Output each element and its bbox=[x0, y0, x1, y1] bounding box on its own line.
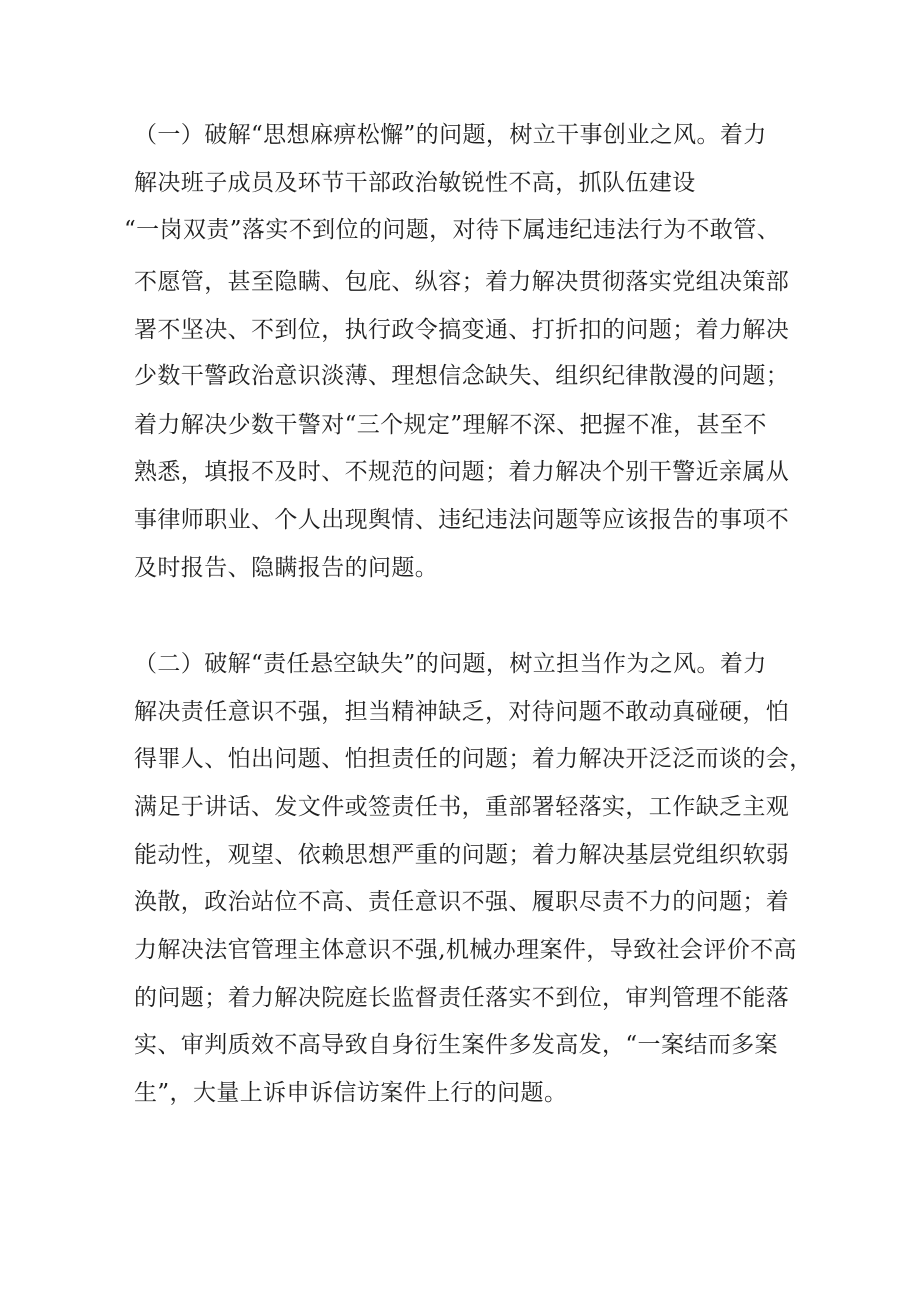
section-1-line-8: 熟悉，填报不及时、不规范的问题；着力解决个别干警近亲属从 bbox=[134, 459, 790, 485]
section-2-line-8: 的问题；着力解决院庭长监督责任落实不到位，审判管理不能落 bbox=[134, 985, 790, 1011]
section-2-line-10: 生”，大量上诉申诉信访案件上行的问题。 bbox=[134, 1080, 568, 1106]
section-1-line-5: 署不坚决、不到位，执行政令搞变通、打折扣的问题；着力解决 bbox=[134, 317, 790, 343]
section-1-line-4: 不愿管，甚至隐瞒、包庇、纵容；着力解决贯彻落实党组决策部 bbox=[134, 269, 790, 295]
section-1-line-2: 解决班子成员及环节干部政治敏锐性不高，抓队伍建设 bbox=[134, 170, 696, 196]
section-1-line-7: 着力解决少数干警对“三个规定”理解不深、把握不准，甚至不 bbox=[134, 412, 767, 438]
section-1-line-3: “一岗双责”落实不到位的问题，对待下属违纪违法行为不敢管、 bbox=[124, 217, 781, 243]
section-2-line-4: 满足于讲话、发文件或签责任书，重部署轻落实，工作缺乏主观 bbox=[134, 794, 790, 820]
section-2-line-5: 能动性，观望、依赖思想严重的问题；着力解决基层党组织软弱 bbox=[134, 842, 790, 868]
section-1-line-6: 少数干警政治意识淡薄、理想信念缺失、组织纪律散漫的问题； bbox=[134, 363, 790, 389]
section-2-line-3: 得罪人、怕出问题、怕担责任的问题；着力解决开泛泛而谈的会， bbox=[134, 746, 813, 772]
section-2-line-9: 实、审判质效不高导致自身衍生案件多发高发，“一案结而多案 bbox=[134, 1032, 778, 1058]
section-2-line-2: 解决责任意识不强，担当精神缺乏，对待问题不敢动真碰硬，怕 bbox=[134, 699, 790, 725]
section-2-line-7: 力解决法官管理主体意识不强,机械办理案件，导致社会评价不高 bbox=[134, 937, 797, 963]
section-1-line-9: 事律师职业、个人出现舆情、违纪违法问题等应该报告的事项不 bbox=[134, 507, 790, 533]
section-2-line-1: （二）破解“责任悬空缺失”的问题，树立担当作为之风。着力 bbox=[134, 651, 767, 677]
section-1-line-1: （一）破解“思想麻痹松懈”的问题，树立干事创业之风。着力 bbox=[134, 122, 767, 148]
section-2-line-6: 涣散，政治站位不高、责任意识不强、履职尽责不力的问题；着 bbox=[134, 889, 790, 915]
section-1-line-10: 及时报告、隐瞒报告的问题。 bbox=[134, 555, 439, 581]
